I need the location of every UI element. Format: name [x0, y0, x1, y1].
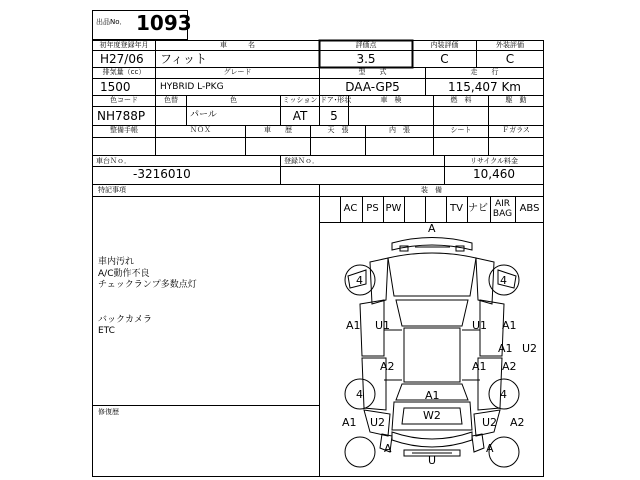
damage-mark-front-bumper: A — [428, 222, 436, 235]
grade-label: グレード — [223, 68, 252, 76]
damage-mark-left-rear-quarter: A1 — [342, 416, 357, 429]
color-code-value: NH788P — [97, 109, 146, 123]
recycle-value: 10,460 — [473, 167, 515, 181]
lot-number: 1093 — [136, 11, 192, 35]
damage-mark-rear-glass: W2 — [423, 409, 441, 422]
damage-mark-right-fender: A1 — [502, 319, 517, 332]
note-line: 車内汚れ — [98, 257, 135, 267]
note-line: ETC — [98, 326, 115, 336]
note-line: バックカメラ — [98, 314, 153, 325]
doors-value: 5 — [330, 109, 338, 123]
note-line: A/C動作不良 — [98, 268, 150, 279]
damage-mark-left-rear-lower: U2 — [370, 416, 386, 429]
damage-mark-right-door-2: U2 — [522, 342, 538, 355]
repair-history-label: 修復歴 — [98, 408, 119, 416]
recycle-label: リサイクル料金 — [469, 157, 519, 165]
equipment-item: PS — [366, 203, 379, 214]
damage-mark-rear-right-bumper: A — [486, 442, 494, 455]
sunroof-label: 天 張 — [327, 126, 349, 134]
damage-mark-rear-bumper: U — [428, 454, 437, 467]
drive-label: 駆 動 — [505, 96, 527, 104]
note-line: チェックランプ多数点灯 — [98, 280, 197, 290]
chassis-value: -3216010 — [133, 167, 191, 181]
doors-label: ドア･形状 — [320, 96, 352, 104]
damage-mark-right-rear-corner: A2 — [510, 416, 525, 429]
fglass-label: Ｆガラス — [502, 126, 530, 134]
color-label: 色 — [230, 96, 237, 104]
nox-label: ＮＯＸ — [190, 126, 211, 134]
car-name-label: 車 名 — [220, 41, 255, 49]
damage-mark-roof: A2 — [380, 360, 395, 373]
displacement-label: 排気量（cc） — [102, 68, 146, 76]
damage-mark-front-left-wheel: 4 — [356, 274, 363, 287]
mileage-value: 115,407 Km — [448, 80, 521, 94]
car-name-value: フィット — [160, 52, 208, 66]
damage-mark-left-fender: A1 — [346, 319, 361, 332]
color-code-label: 色コード — [110, 96, 138, 104]
exterior-value: C — [505, 52, 515, 66]
mileage-label: 走 行 — [470, 68, 499, 76]
chassis-label: 車台Ｎｏ． — [96, 157, 131, 165]
model-label: 型 式 — [358, 68, 387, 76]
damage-mark-right-door-1: A1 — [498, 342, 513, 355]
vehicle-inspection-label: 車 検 — [380, 96, 402, 104]
fuel-label: 燃 料 — [450, 96, 472, 104]
first-reg-value: H27/06 — [100, 52, 144, 66]
score-value: 3.5 — [356, 52, 376, 66]
damage-mark-right-rear-door: A1 — [472, 360, 487, 373]
equipment-item: PW — [385, 203, 402, 214]
equipment-item: AC — [343, 203, 358, 214]
damage-mark-rear-left-bumper: A — [384, 442, 392, 455]
grade-value: HYBRID L-PKG — [160, 82, 224, 92]
mission-label: ミッション — [282, 96, 318, 104]
lot-number-label: 出品No． — [96, 18, 127, 26]
equipment-label: 装 備 — [421, 186, 442, 194]
notes-label: 特記事項 — [98, 186, 126, 194]
seat-label: シート — [450, 126, 472, 134]
registration-label: 登録Ｎｏ． — [284, 157, 319, 165]
damage-mark-left-front-door: U1 — [375, 319, 391, 332]
damage-mark-trunk: A1 — [425, 389, 440, 402]
mission-value: AT — [292, 109, 308, 123]
maintenance-label: 整備手帳 — [110, 126, 138, 134]
damage-mark-right-rear-quarter: A2 — [502, 360, 517, 373]
color-value: パール — [190, 110, 217, 120]
damage-mark-front-right-wheel: 4 — [500, 274, 507, 287]
first-reg-label: 初年度登録年月 — [99, 41, 149, 49]
equipment-item: TV — [450, 203, 463, 214]
interior-value: C — [440, 52, 449, 66]
score-label: 評価点 — [355, 41, 377, 49]
model-value: DAA-GP5 — [345, 80, 400, 94]
color-change-label: 色替 — [164, 96, 178, 104]
damage-mark-rear-left-wheel: 4 — [356, 388, 363, 401]
damage-mark-rear-right-wheel: 4 — [500, 388, 507, 401]
exterior-label: 外装評価 — [496, 41, 524, 49]
equipment-item: ABS — [519, 203, 540, 214]
equipment-item: ナビ — [468, 203, 488, 214]
equipment-item: AIR BAG — [492, 199, 513, 219]
interior-trim-label: 内 張 — [389, 126, 410, 134]
damage-mark-right-front-door: U1 — [472, 319, 488, 332]
displacement-value: 1500 — [100, 80, 131, 94]
damage-mark-right-rear-lower: U2 — [482, 416, 498, 429]
interior-label: 内装評価 — [430, 41, 459, 49]
car-history-label: 車 歴 — [264, 126, 292, 134]
